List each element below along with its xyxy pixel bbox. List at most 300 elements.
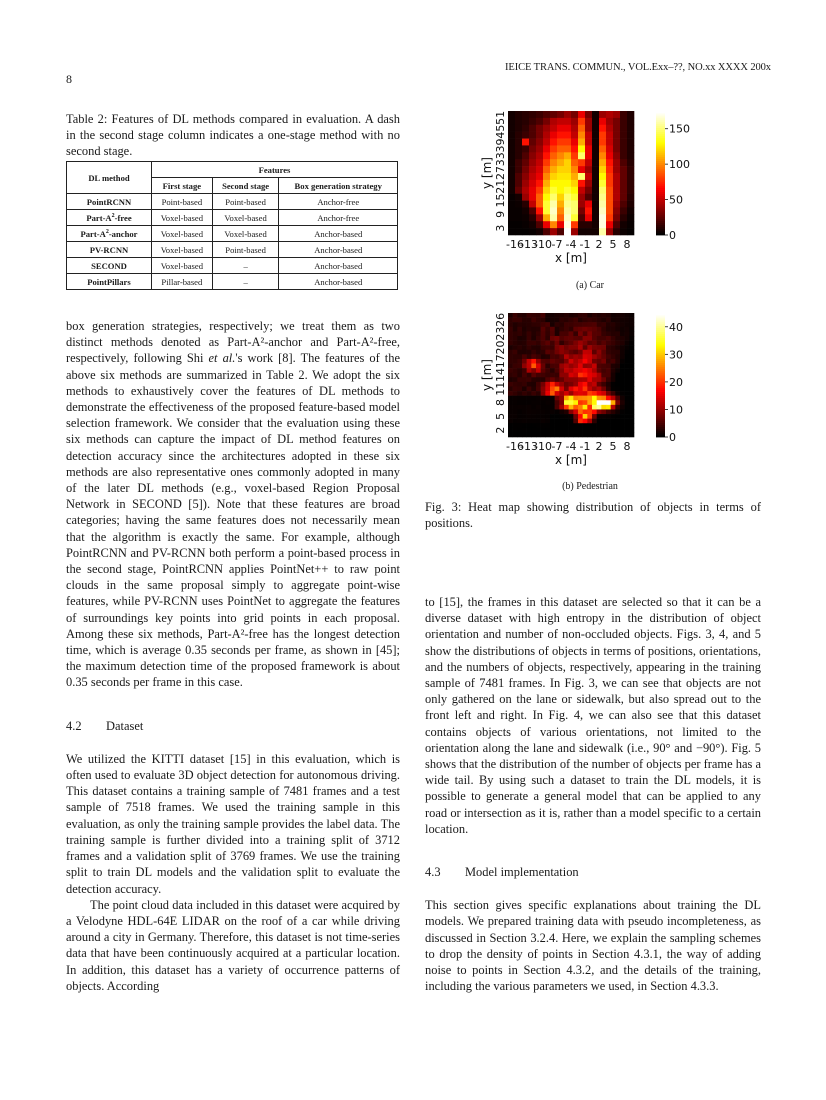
- heatmap-cell: [592, 423, 597, 428]
- heatmap-cell: [599, 187, 606, 194]
- heatmap-cell: [615, 318, 620, 323]
- heatmap-cell: [611, 373, 616, 378]
- heatmap-cell: [564, 139, 571, 146]
- heatmap-cell: [613, 111, 620, 118]
- colorbar-tick-label: 50: [669, 193, 683, 207]
- heatmap-cell: [629, 377, 634, 382]
- heatmap-cell: [564, 207, 571, 214]
- heatmap-cell: [517, 396, 522, 401]
- heatmap-cell: [601, 428, 606, 433]
- x-tick-label: 2: [595, 238, 603, 251]
- heatmap-cell: [578, 414, 583, 419]
- x-tick-label: -16: [506, 440, 524, 453]
- heatmap-cell: [555, 350, 560, 355]
- heatmap-cell: [625, 377, 630, 382]
- heatmap-cell: [545, 414, 550, 419]
- heatmap-cell: [515, 159, 522, 166]
- heatmap-cell: [625, 313, 630, 318]
- heatmap-cell: [592, 336, 597, 341]
- heatmap-cell: [522, 318, 527, 323]
- heatmap-cell: [578, 331, 583, 336]
- heatmap-cell: [564, 111, 571, 118]
- heatmap-cell: [522, 336, 527, 341]
- heatmap-cell: [522, 354, 527, 359]
- heatmap-cell: [536, 118, 543, 125]
- heatmap-cell: [578, 368, 583, 373]
- heatmap-cell: [550, 354, 555, 359]
- heatmap-cell: [517, 331, 522, 336]
- heatmap-cell: [515, 118, 522, 125]
- heatmap-cell: [508, 132, 515, 139]
- heatmap-cell: [543, 201, 550, 208]
- heatmap-cell: [550, 350, 555, 355]
- heatmap-cell: [578, 201, 585, 208]
- heatmap-cell: [592, 152, 599, 159]
- heatmap-cell: [578, 396, 583, 401]
- heatmap-cell: [522, 350, 527, 355]
- heatmap-cell: [606, 159, 613, 166]
- table-row: [67, 274, 398, 290]
- heatmap-cell: [508, 207, 515, 214]
- heatmap-cell: [508, 313, 513, 318]
- second-stage-cell: Voxel-based: [212, 210, 279, 226]
- heatmap-cell: [587, 400, 592, 405]
- heatmap-cell: [620, 214, 627, 221]
- heatmap-cell: [559, 396, 564, 401]
- heatmap-cell: [564, 214, 571, 221]
- heatmap-cell: [541, 382, 546, 387]
- heatmap-cell: [601, 345, 606, 350]
- heatmap-cell: [531, 359, 536, 364]
- heatmap-cell: [597, 405, 602, 410]
- heatmap-cell: [585, 111, 592, 118]
- heatmap-cell: [601, 405, 606, 410]
- heatmap-cell: [629, 364, 634, 369]
- heatmap-cell: [597, 354, 602, 359]
- heatmap-cell: [543, 159, 550, 166]
- x-axis-label: x [m]: [555, 251, 587, 265]
- heatmap-cell: [578, 180, 585, 187]
- table-row: [67, 258, 398, 274]
- section-title: Dataset: [106, 718, 144, 733]
- heatmap-cell: [557, 180, 564, 187]
- heatmap-cell: [508, 336, 513, 341]
- heatmap-cell: [522, 201, 529, 208]
- heatmap-cell: [615, 423, 620, 428]
- heatmap-cell: [587, 341, 592, 346]
- heatmap-cell: [564, 341, 569, 346]
- heatmap-cell: [615, 428, 620, 433]
- heatmap-cell: [529, 139, 536, 146]
- heatmap-cell: [629, 414, 634, 419]
- heatmap-cell: [573, 419, 578, 424]
- heatmap-cell: [508, 428, 513, 433]
- heatmap-cell: [557, 145, 564, 152]
- heatmap-cell: [508, 139, 515, 146]
- heatmap-cell: [611, 400, 616, 405]
- heatmap-cell: [569, 350, 574, 355]
- heatmap-cell: [564, 125, 571, 132]
- heatmap-cell: [517, 368, 522, 373]
- heatmap-cell: [597, 364, 602, 369]
- heatmap-cell: [531, 382, 536, 387]
- heatmap-cell: [620, 428, 625, 433]
- heatmap-cell: [615, 336, 620, 341]
- heatmap-cell: [606, 377, 611, 382]
- heatmap-cell: [564, 396, 569, 401]
- heatmap-cell: [555, 327, 560, 332]
- heatmap-cell: [536, 322, 541, 327]
- heatmap-cell: [513, 364, 518, 369]
- heatmap-cell: [559, 331, 564, 336]
- heatmap-cell: [592, 364, 597, 369]
- heatmap-cell: [541, 364, 546, 369]
- heatmap-cell: [573, 322, 578, 327]
- heatmap-cell: [571, 194, 578, 201]
- heatmap-cell: [550, 419, 555, 424]
- heatmap-cell: [578, 382, 583, 387]
- heatmap-cell: [545, 396, 550, 401]
- heatmap-cell: [625, 322, 630, 327]
- heatmap-cell: [522, 111, 529, 118]
- heatmap-cell: [573, 373, 578, 378]
- heatmap-cell: [611, 331, 616, 336]
- heatmap-cell: [545, 313, 550, 318]
- heatmap-cell: [527, 405, 532, 410]
- heatmap-cell: [613, 221, 620, 228]
- heatmap-cell: [513, 405, 518, 410]
- heatmap-cell: [536, 194, 543, 201]
- heatmap-cell: [611, 391, 616, 396]
- heatmap-cell: [550, 373, 555, 378]
- heatmap-cell: [569, 336, 574, 341]
- heatmap-cell: [527, 350, 532, 355]
- heatmap-cell: [587, 428, 592, 433]
- heatmap-cell: [611, 386, 616, 391]
- right-column-text: [425, 594, 761, 994]
- heatmap-cell: [578, 386, 583, 391]
- heatmap-cell: [629, 368, 634, 373]
- heatmap-cell: [585, 159, 592, 166]
- heatmap-cell: [557, 194, 564, 201]
- heatmap-cell: [564, 423, 569, 428]
- heatmap-cell: [508, 173, 515, 180]
- heatmap-cells: [508, 313, 634, 437]
- heatmap-cell: [508, 125, 515, 132]
- heatmap-cell: [569, 364, 574, 369]
- heatmap-cell: [545, 359, 550, 364]
- heatmap-cell: [536, 159, 543, 166]
- heatmap-cell: [536, 359, 541, 364]
- heatmap-cell: [629, 313, 634, 318]
- heatmap-cell: [573, 345, 578, 350]
- heatmap-cell: [508, 400, 513, 405]
- heatmap-cell: [601, 391, 606, 396]
- heatmap-cell: [578, 145, 585, 152]
- heatmap-cell: [592, 345, 597, 350]
- heatmap-cell: [585, 228, 592, 235]
- heatmap-cell: [536, 125, 543, 132]
- heatmap-cell: [592, 414, 597, 419]
- heatmap-cell: [527, 368, 532, 373]
- heatmap-cell: [522, 145, 529, 152]
- heatmap-cell: [615, 414, 620, 419]
- heatmap-cell: [543, 180, 550, 187]
- heatmap-cell: [601, 423, 606, 428]
- heatmap-cell: [543, 207, 550, 214]
- heatmap-cell: [527, 373, 532, 378]
- heatmap-cell: [559, 364, 564, 369]
- heatmap-cell: [508, 345, 513, 350]
- heatmap-cell: [606, 354, 611, 359]
- heatmap-cell: [611, 327, 616, 332]
- heatmap-cell: [620, 359, 625, 364]
- box-strategy-cell: Anchor-free: [279, 210, 398, 226]
- heatmap-cell: [569, 322, 574, 327]
- heatmap-cell: [620, 423, 625, 428]
- heatmap-cell: [515, 145, 522, 152]
- heatmap-cell: [573, 391, 578, 396]
- heatmap-cell: [627, 139, 634, 146]
- y-tick-label: 21: [494, 179, 507, 194]
- heatmap-cell: [601, 396, 606, 401]
- heatmap-cell: [557, 173, 564, 180]
- heatmap-cell: [513, 373, 518, 378]
- heatmap-cell: [606, 322, 611, 327]
- heatmap-cell: [583, 386, 588, 391]
- heatmap-cell: [515, 207, 522, 214]
- heatmap-cell: [620, 345, 625, 350]
- heatmap-cell: [620, 331, 625, 336]
- heatmap-cell: [606, 201, 613, 208]
- heatmap-cell: [620, 201, 627, 208]
- heatmap-cell: [543, 221, 550, 228]
- heatmap-cell: [522, 405, 527, 410]
- heatmap-cell: [592, 221, 599, 228]
- heatmap-cell: [508, 327, 513, 332]
- heatmap-cell: [522, 359, 527, 364]
- section-heading-dataset: [66, 718, 400, 734]
- heatmap-cell: [573, 350, 578, 355]
- heatmap-cell: [564, 354, 569, 359]
- heatmap-cell: [550, 173, 557, 180]
- heatmap-cell: [550, 331, 555, 336]
- heatmap-cell: [550, 187, 557, 194]
- heatmap-cell: [541, 350, 546, 355]
- heatmap-cell: [629, 354, 634, 359]
- heatmap-cell: [515, 139, 522, 146]
- y-tick-label: 45: [494, 124, 507, 139]
- heatmap-cell: [587, 419, 592, 424]
- heatmap-cell: [620, 125, 627, 132]
- heatmap-cell: [620, 409, 625, 414]
- heatmap-cell: [515, 180, 522, 187]
- heatmap-cell: [550, 428, 555, 433]
- heatmap-cell: [541, 432, 546, 437]
- heatmap-cell: [625, 386, 630, 391]
- heatmap-cell: [536, 336, 541, 341]
- heatmap-cell: [629, 322, 634, 327]
- heatmap-cell: [585, 201, 592, 208]
- heatmap-cell: [583, 409, 588, 414]
- heatmap-cell: [564, 368, 569, 373]
- first-stage-cell: Point-based: [152, 194, 213, 210]
- heatmap-cell: [536, 228, 543, 235]
- heatmap-cell: [625, 318, 630, 323]
- heatmap-cell: [531, 313, 536, 318]
- heatmap-cell: [564, 359, 569, 364]
- y-tick-label: 23: [494, 326, 507, 341]
- heatmap-cell: [531, 432, 536, 437]
- heatmap-cell: [527, 364, 532, 369]
- heatmap-cell: [571, 159, 578, 166]
- y-tick-label: 33: [494, 152, 507, 167]
- heatmap-cell: [620, 414, 625, 419]
- heatmap-cell: [620, 173, 627, 180]
- heatmap-cell: [527, 386, 532, 391]
- heatmap-cell: [517, 336, 522, 341]
- heatmap-cell: [620, 377, 625, 382]
- heatmap-cell: [625, 396, 630, 401]
- heatmap-cell: [578, 118, 585, 125]
- heatmap-cell: [543, 228, 550, 235]
- heatmap-cell: [592, 396, 597, 401]
- heatmap-cell: [592, 166, 599, 173]
- heatmap-cell: [599, 194, 606, 201]
- y-tick-label: 26: [494, 312, 507, 327]
- heatmap-cell: [578, 336, 583, 341]
- heatmap-cell: [517, 313, 522, 318]
- heatmap-cell: [508, 350, 513, 355]
- heatmap-cell: [550, 228, 557, 235]
- heatmap-cell: [625, 414, 630, 419]
- heatmap-cell: [611, 322, 616, 327]
- section-number: 4.2: [66, 718, 82, 733]
- heatmap-cell: [578, 111, 585, 118]
- heatmap-cell: [585, 125, 592, 132]
- heatmap-cell: [564, 336, 569, 341]
- heatmap-cell: [597, 336, 602, 341]
- heatmap-cell: [606, 341, 611, 346]
- heatmap-cell: [536, 341, 541, 346]
- heatmap-cell: [599, 228, 606, 235]
- heatmap-cell: [541, 391, 546, 396]
- heatmap-cell: [569, 368, 574, 373]
- heatmap-cell: [611, 350, 616, 355]
- heatmap-cell: [583, 373, 588, 378]
- heatmap-cell: [543, 214, 550, 221]
- heatmap-cell: [555, 364, 560, 369]
- heatmap-cell: [599, 221, 606, 228]
- heatmap-cell: [543, 166, 550, 173]
- italic-text: et al.: [208, 351, 236, 366]
- heatmap-cell: [508, 194, 515, 201]
- heatmap-cell: [601, 377, 606, 382]
- heatmap-cell: [559, 432, 564, 437]
- heatmap-cell: [550, 391, 555, 396]
- heatmap-cell: [564, 400, 569, 405]
- heatmap-cell: [531, 377, 536, 382]
- heatmap-cell: [543, 111, 550, 118]
- heatmap-cell: [550, 322, 555, 327]
- heatmap-cell: [559, 386, 564, 391]
- heatmap-cell: [527, 396, 532, 401]
- heatmap-cell: [597, 318, 602, 323]
- colorbar-tick-label: 10: [669, 403, 683, 417]
- x-tick-label: -4: [565, 440, 577, 453]
- heatmap-cell: [522, 118, 529, 125]
- heatmap-cell: [541, 419, 546, 424]
- heatmap-cell: [587, 373, 592, 378]
- heatmap-cell: [564, 331, 569, 336]
- heatmap-cell: [597, 409, 602, 414]
- heatmap-cell: [541, 327, 546, 332]
- heatmap-cell: [545, 377, 550, 382]
- heatmap-cell: [571, 207, 578, 214]
- heatmap-cell: [592, 139, 599, 146]
- heatmap-cell: [517, 327, 522, 332]
- header-second-stage: Second stage: [212, 178, 279, 194]
- heatmap-cell: [536, 414, 541, 419]
- heatmap-cell: [555, 409, 560, 414]
- heatmap-cell: [629, 432, 634, 437]
- heatmap-cell: [550, 405, 555, 410]
- heatmap-cell: [564, 173, 571, 180]
- heatmap-cell: [550, 396, 555, 401]
- heatmap-cell: [629, 400, 634, 405]
- heatmap-cell: [606, 400, 611, 405]
- heatmap-cell: [587, 396, 592, 401]
- heatmap-cell: [545, 322, 550, 327]
- heatmap-cell: [592, 118, 599, 125]
- heatmap-cell: [625, 373, 630, 378]
- heatmap-cell: [606, 132, 613, 139]
- heatmap-cell: [517, 432, 522, 437]
- heatmap-cell: [527, 382, 532, 387]
- heatmap-cell: [592, 419, 597, 424]
- heatmap-cell: [597, 368, 602, 373]
- box-strategy-cell: Anchor-free: [279, 194, 398, 210]
- heatmap-cell: [620, 382, 625, 387]
- header-features: Features: [152, 162, 398, 178]
- heatmap-cell: [625, 327, 630, 332]
- heatmap-cell: [550, 382, 555, 387]
- y-tick-label: 8: [494, 399, 507, 407]
- heatmap-cell: [625, 400, 630, 405]
- heatmap-cell: [615, 419, 620, 424]
- heatmap-cell: [578, 214, 585, 221]
- heatmap-cell: [545, 331, 550, 336]
- heatmap-cell: [627, 214, 634, 221]
- heatmap-cell: [559, 419, 564, 424]
- heatmap-cell: [606, 173, 613, 180]
- heatmap-cell: [573, 428, 578, 433]
- heatmap-cell: [587, 414, 592, 419]
- heatmap-cell: [592, 207, 599, 214]
- heatmap-cell: [629, 428, 634, 433]
- heatmap-cell: [627, 159, 634, 166]
- heatmap-cell: [606, 432, 611, 437]
- heatmap-cell: [508, 419, 513, 424]
- heatmap-cell: [615, 368, 620, 373]
- heatmap-cell: [559, 414, 564, 419]
- x-tick-label: -1: [579, 440, 591, 453]
- heatmap-cell: [578, 350, 583, 355]
- heatmap-cell: [599, 159, 606, 166]
- heatmap-cell: [620, 221, 627, 228]
- heatmap-cell: [611, 428, 616, 433]
- heatmap-cell: [508, 368, 513, 373]
